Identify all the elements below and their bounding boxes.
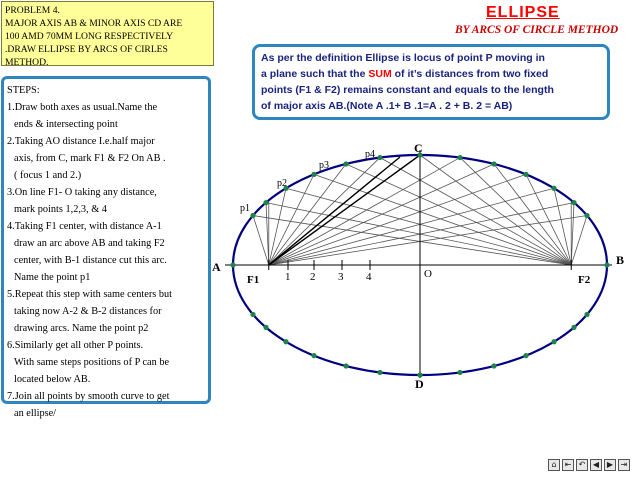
ellipse-point	[523, 353, 528, 358]
problem-line: PROBLEM 4.	[5, 5, 60, 16]
step-line: located below AB.	[14, 374, 91, 385]
ellipse-point	[457, 370, 462, 375]
label-3: 3	[338, 271, 344, 283]
step-line: 4.Taking F1 center, with distance A-1	[7, 221, 162, 232]
focus-line	[269, 158, 460, 265]
step-line: 2.Taking AO distance I.e.half major	[7, 136, 155, 147]
definition-line: As per the definition Ellipse is locus of point P moving in	[261, 52, 545, 64]
focus-line	[460, 158, 571, 265]
label-b: B	[616, 253, 625, 267]
label-2: 2	[310, 271, 316, 283]
label-p3: p3	[319, 160, 329, 171]
focus-line	[269, 158, 380, 265]
step-line: 3.On line F1- O taking any distance,	[7, 187, 157, 198]
definition-sum: SUM	[368, 68, 392, 80]
label-f2: F2	[578, 274, 591, 286]
step-line: drawing arcs. Name the point p2	[14, 323, 149, 334]
ellipse-point	[263, 200, 268, 205]
ellipse-point	[571, 200, 576, 205]
step-line: STEPS:	[7, 85, 40, 96]
focus-line	[269, 188, 554, 265]
step-line: ( focus 1 and 2.)	[14, 170, 82, 181]
ellipse-point	[491, 363, 496, 368]
ellipse-point	[377, 155, 382, 160]
ellipse-point	[571, 325, 576, 330]
step-line: draw an arc above AB and taking F2	[14, 238, 165, 249]
focus-line	[286, 188, 571, 265]
step-line: 1.Draw both axes as usual.Name the	[7, 102, 158, 113]
step-line: mark points 1,2,3, & 4	[14, 204, 107, 215]
definition-line: of major axis AB.(Note A .1+ B .1=A . 2 + B. 2 = AB)	[261, 100, 513, 112]
label-p4: p4	[365, 149, 375, 160]
label-1: 1	[285, 271, 291, 283]
label-o: O	[424, 268, 432, 280]
problem-line: 100 AMD 70MM LONG RESPECTIVELY	[5, 31, 174, 42]
back-icon[interactable]: ↶	[576, 459, 588, 471]
focus-line	[253, 216, 269, 265]
ellipse-point	[283, 339, 288, 344]
step-line: 7.Join all points by smooth curve to get	[7, 391, 170, 402]
focus-to-c-line	[269, 155, 420, 265]
ellipse-point	[343, 161, 348, 166]
focus-line	[266, 203, 269, 265]
step-line: 5.Repeat this step with same centers but	[7, 289, 172, 300]
focus-line	[571, 216, 587, 265]
focus-line	[571, 203, 574, 265]
label-p2: p2	[277, 178, 287, 189]
page-title: ELLIPSE	[486, 4, 560, 21]
ellipse-point	[250, 312, 255, 317]
definition-text: of it’s distances from two fixed	[391, 68, 549, 80]
step-line: ends & intersecting point	[14, 119, 118, 130]
ellipse-point	[551, 186, 556, 191]
ellipse-point	[551, 339, 556, 344]
definition-line: points (F1 & F2) remains constant and equals to the length	[261, 84, 554, 96]
focus-line	[420, 155, 571, 265]
prev-icon[interactable]: ◀	[590, 459, 602, 471]
next-icon[interactable]: ▶	[604, 459, 616, 471]
ellipse-point	[263, 325, 268, 330]
step-line: center, with B-1 distance cut this arc.	[14, 255, 167, 266]
step-line: taking now A-2 & B-2 distances for	[14, 306, 162, 317]
ellipse-point	[311, 172, 316, 177]
label-d: D	[415, 377, 424, 391]
ellipse-point	[377, 370, 382, 375]
ellipse-point	[491, 161, 496, 166]
label-p1: p1	[240, 203, 250, 214]
step-line: 6.Similarly get all other P points.	[7, 340, 144, 351]
problem-line: .DRAW ELLIPSE BY ARCS OF CIRLES	[5, 44, 168, 55]
problem-line: METHOD.	[5, 57, 49, 68]
home-icon[interactable]: ⌂	[548, 459, 560, 471]
label-f1: F1	[247, 274, 260, 286]
ellipse-point	[457, 155, 462, 160]
ellipse-point	[230, 262, 235, 267]
focus-to-c-line	[269, 157, 400, 265]
ellipse-point	[584, 213, 589, 218]
first-icon[interactable]: ⇤	[562, 459, 574, 471]
label-a: A	[212, 260, 221, 274]
step-line: With same steps positions of P can be	[14, 357, 170, 368]
ellipse-point	[343, 363, 348, 368]
ellipse-point	[523, 172, 528, 177]
ellipse-point	[311, 353, 316, 358]
focus-line	[380, 158, 571, 265]
step-line: axis, from C, mark F1 & F2 On AB .	[14, 153, 166, 164]
label-4: 4	[366, 271, 372, 283]
step-line: Name the point p1	[14, 272, 91, 283]
problem-line: MAJOR AXIS AB & MINOR AXIS CD ARE	[5, 18, 183, 29]
ellipse-point	[604, 262, 609, 267]
step-line: an ellipse/	[14, 408, 57, 419]
definition-text: a plane such that the	[261, 68, 369, 80]
ellipse-point	[250, 213, 255, 218]
page-subtitle: BY ARCS OF CIRCLE METHOD	[455, 24, 619, 36]
end-icon[interactable]: ⇥	[618, 459, 630, 471]
ellipse-point	[584, 312, 589, 317]
focus-line	[269, 216, 587, 265]
label-c: C	[414, 141, 423, 155]
